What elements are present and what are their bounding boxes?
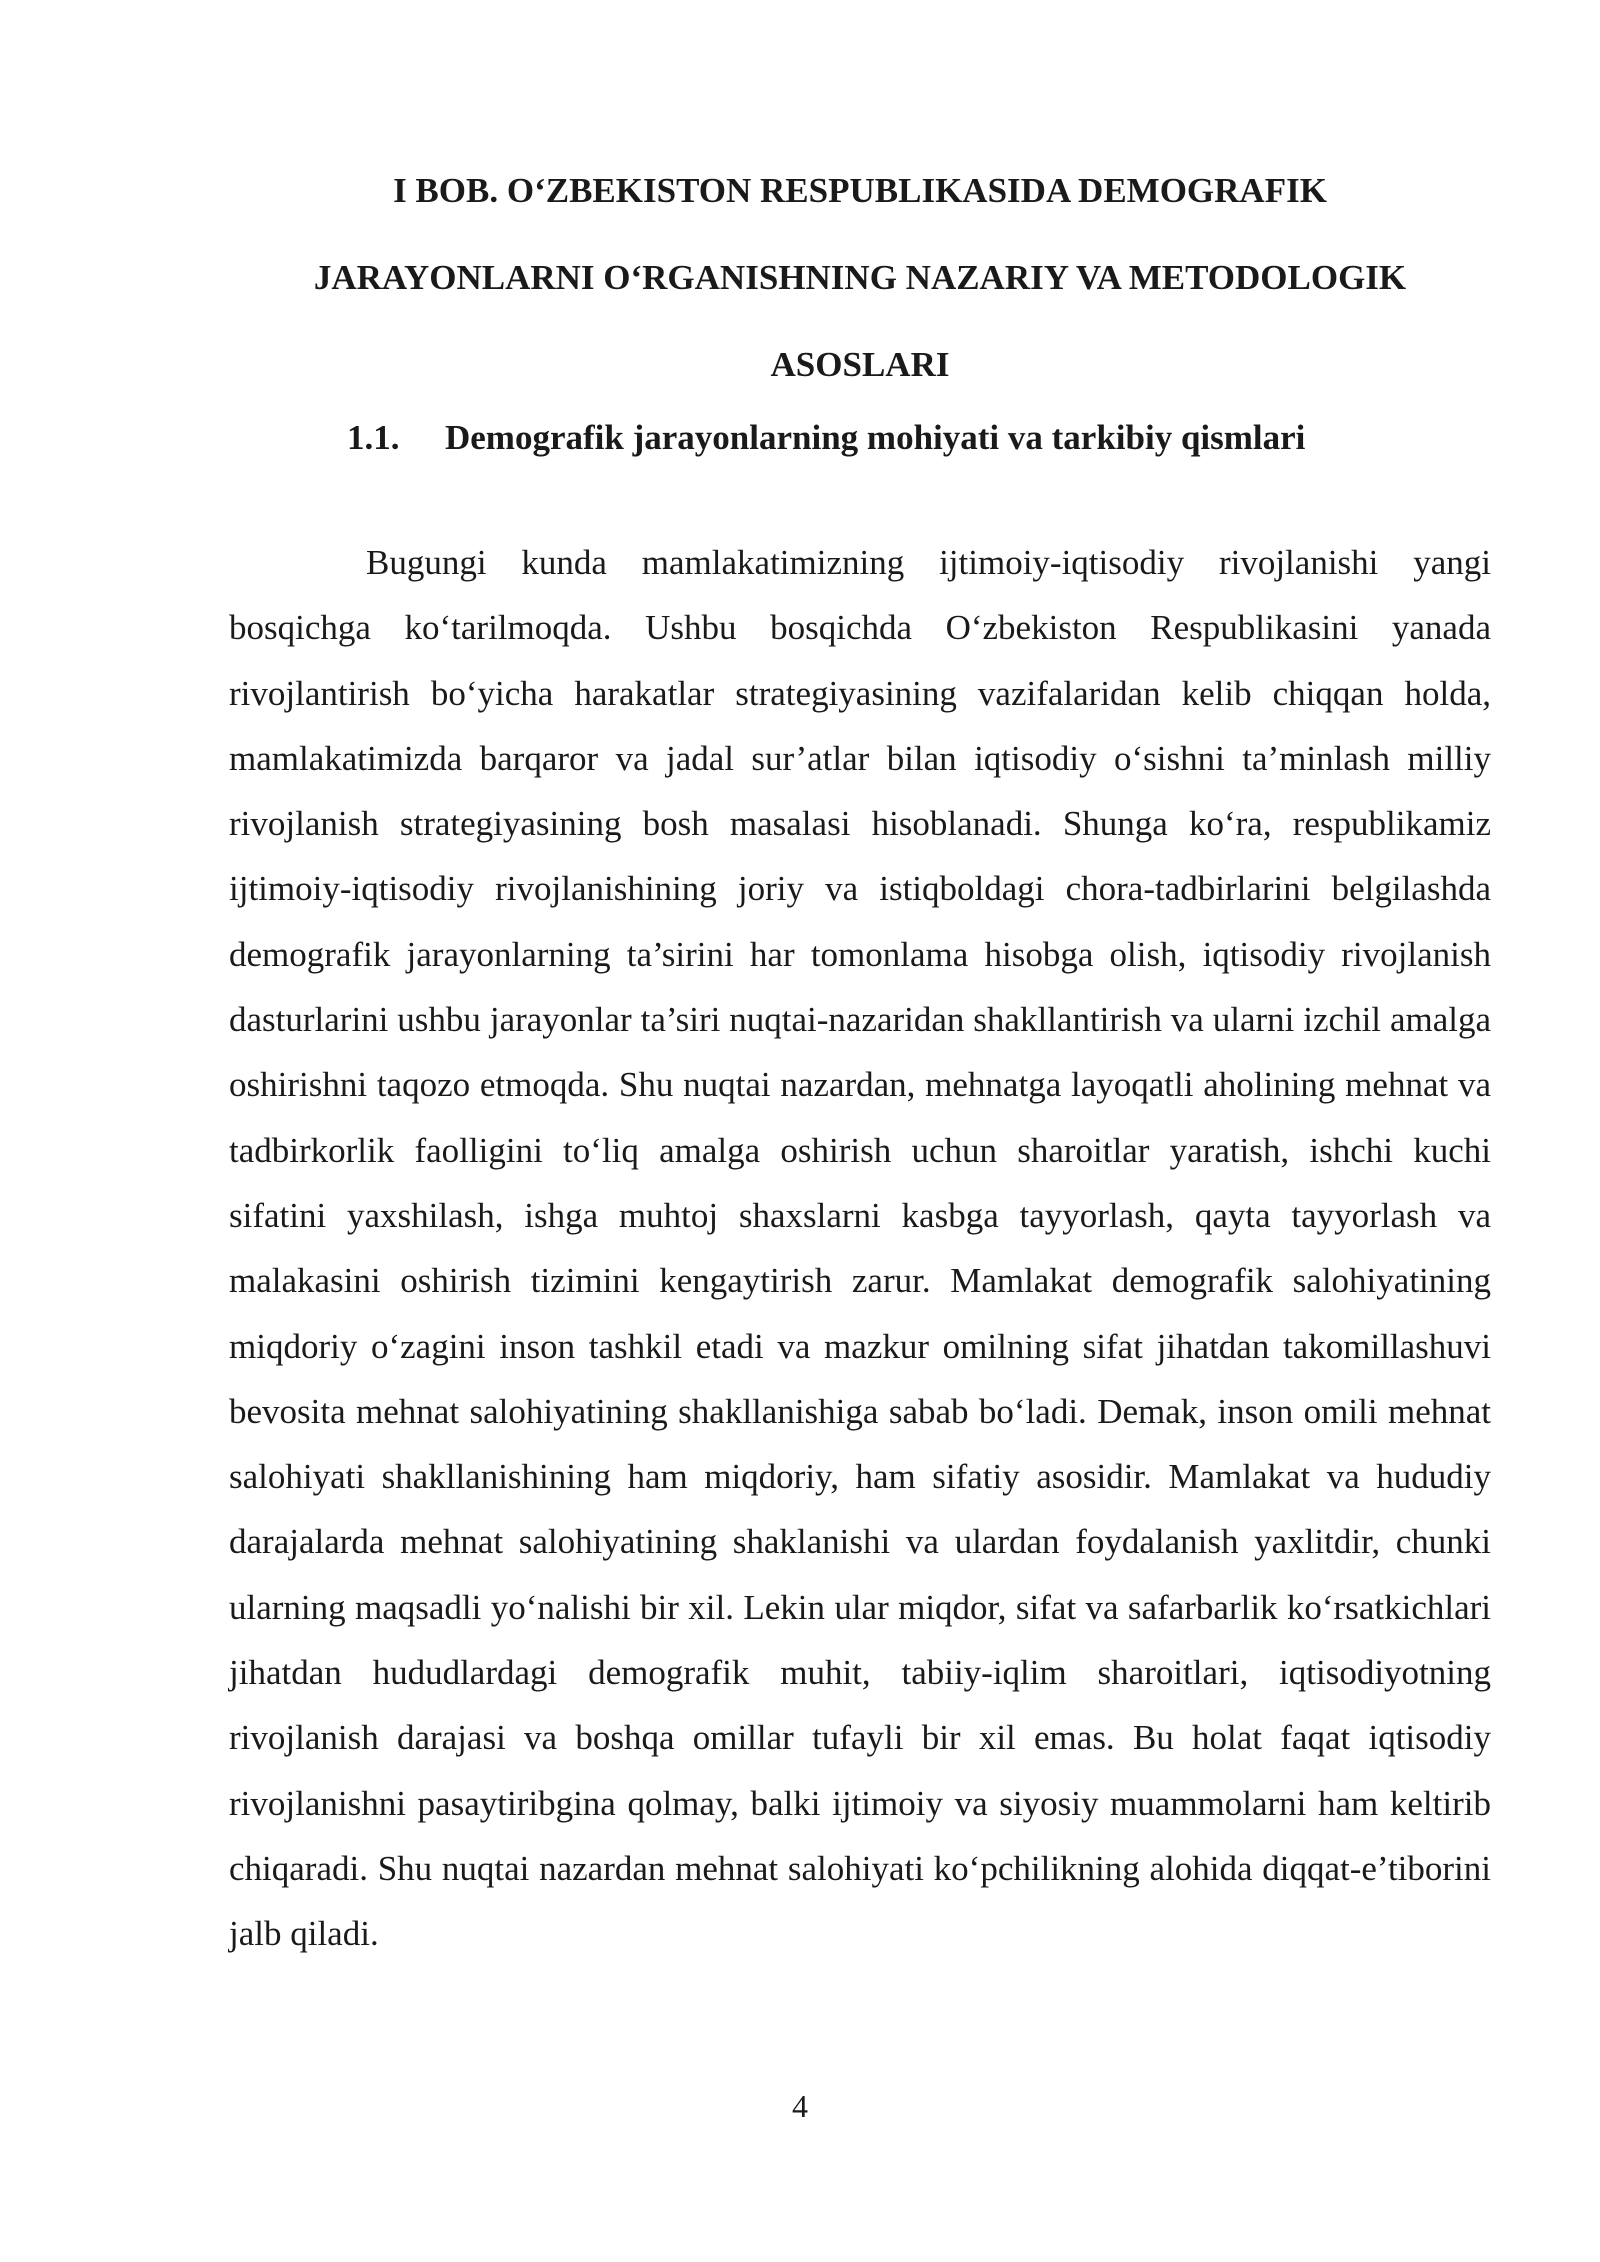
body-paragraph: Bugungi kunda mamlakatimizning ijtimoiy-iqtisodiy rivojlanishi yangi bosqichga ko‘tarilmoqda. Ushbu bosqichda O‘zbekiston Respublikasini yanada rivojlantirish bo‘yicha harakatlar strategiyasining vazifalaridan kelib chiqqan holda, mamlakatimizda barqaror va jadal sur’atlar bilan iqtisodiy o‘sishni ta’minlash milliy rivojlanish strategiyasining bosh masalasi hisoblanadi. Shunga ko‘ra, respublikamiz ijtimoiy-iqtisodiy rivojlanishining joriy va istiqboldagi chora-tadbirlarini belgilashda demografik jarayonlarning ta’sirini har tomonlama hisobga olish, iqtisodiy rivojlanish dasturlarini ushbu jarayonlar ta’siri nuqtai-nazaridan shakllantirish va ularni izchil amalga oshirishni taqozo etmoqda. Shu nuqtai nazardan, mehnatga layoqatli aholining mehnat va tadbirkorlik faolligini to‘liq amalga oshirish uchun sharoitlar yaratish, ishchi kuchi sifatini yaxshilash, ishga muhtoj shaxslarni kasbga tayyorlash, qayta tayyorlash va malakasini oshirish tizimini kengaytirish zarur. Mamlakat demografik salohiyatining miqdoriy o‘zagini inson tashkil etadi va mazkur omilning sifat jihatdan takomillashuvi bevosita mehnat salohiyatining shakllanishiga sabab bo‘ladi. Demak, inson omili mehnat salohiyati shakllanishining ham miqdoriy, ham sifatiy asosidir. Mamlakat va hududiy darajalarda mehnat salohiyatining shaklanishi va ulardan foydalanish yaxlitdir, chunki ularning maqsadli yo‘nalishi bir xil. Lekin ular miqdor, sifat va safarbarlik ko‘rsatkichlari jihatdan hududlardagi demografik muhit, tabiiy-iqlim sharoitlari, iqtisodiyotning rivojlanish darajasi va boshqa omillar tufayli bir xil emas. Bu holat faqat iqtisodiy rivojlanishni pasaytiribgina qolmay, balki ijtimoiy va siyosiy muammolarni ham keltirib chiqaradi. Shu nuqtai nazardan mehnat salohiyati ko‘pchilikning alohida diqqat-e’tiborini jalb qiladi. bbox=[229, 543, 1491, 1954]
chapter-heading-line-3: ASOSLARI bbox=[770, 345, 950, 384]
chapter-heading-line-1: I BOB. O‘ZBEKISTON RESPUBLIKASIDA DEMOGRAFIK bbox=[393, 171, 1327, 210]
section-number: 1.1. bbox=[347, 418, 400, 457]
chapter-heading bbox=[229, 147, 1491, 408]
section-title: Demografik jarayonlarning mohiyati va tarkibiy qismlari bbox=[445, 418, 1306, 457]
chapter-heading-line-2: JARAYONLARNI O‘RGANISHNING NAZARIY VA METODOLOGIK bbox=[313, 258, 1407, 297]
page-number: 4 bbox=[792, 2088, 808, 2124]
